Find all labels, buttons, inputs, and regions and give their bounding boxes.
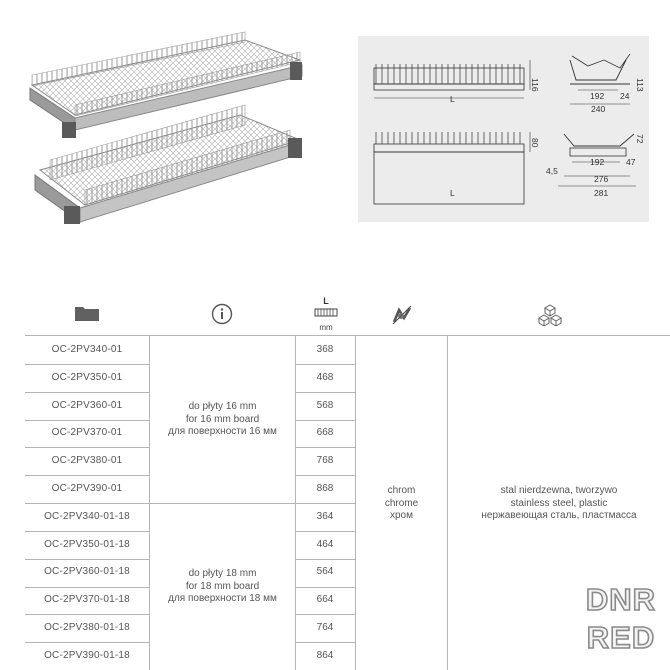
product-code: OC-2PV380-01-18	[44, 622, 130, 633]
length-value: 664	[316, 594, 334, 605]
length-letter: L	[323, 296, 329, 306]
technical-drawing	[358, 36, 649, 222]
product-code: OC-2PV370-01-18	[44, 594, 130, 605]
dim-bottom-side-inner: 192	[590, 157, 605, 167]
dim-top-height: 116	[530, 78, 540, 92]
dim-top-side-outer: 240	[591, 104, 606, 114]
folder-icon	[74, 304, 100, 327]
material-description	[448, 485, 670, 523]
dim-bottom-side-depth: 47	[626, 157, 636, 167]
material-line: stainless steel, plastic	[510, 497, 608, 509]
upper-rack	[30, 32, 302, 138]
length-value: 464	[316, 539, 334, 550]
desc-line: do płyty 16 mm	[188, 401, 257, 412]
group-divider	[150, 503, 295, 504]
desc-line: do płyty 18 mm	[188, 568, 257, 579]
product-code: OC-2PV390-01	[51, 483, 123, 494]
finish-line: chrome	[384, 497, 419, 509]
length-value: 764	[316, 622, 334, 633]
dim-bottom-height: 80	[530, 138, 540, 148]
length-value: 564	[316, 566, 334, 577]
watermark-line-1: DNR	[585, 582, 657, 617]
length-value: 668	[316, 427, 334, 438]
finish-description	[356, 485, 447, 523]
product-code: OC-2PV340-01-18	[44, 511, 130, 522]
dim-bottom-length: L	[450, 188, 455, 198]
desc-line: для поверхности 18 мм	[168, 593, 277, 604]
length-value: 568	[316, 400, 334, 411]
dish-rack-illustration	[20, 30, 310, 230]
material-cubes-icon	[538, 304, 562, 331]
dim-bottom-side-height: 72	[635, 134, 645, 144]
length-value: 868	[316, 483, 334, 494]
length-value: 468	[316, 372, 334, 383]
length-header	[313, 297, 339, 332]
length-value: 368	[316, 344, 334, 355]
dim-top-length: L	[450, 94, 455, 104]
product-code: OC-2PV360-01	[51, 400, 123, 411]
material-line: нержавеющая сталь, пластмасса	[481, 510, 637, 521]
finish-color-icon	[391, 304, 413, 331]
product-code: OC-2PV350-01	[51, 372, 123, 383]
bottom-side-view	[546, 134, 645, 198]
product-code: OC-2PV380-01	[51, 455, 123, 466]
product-code: OC-2PV390-01-18	[44, 650, 130, 661]
info-icon	[211, 303, 233, 330]
length-value: 768	[316, 455, 334, 466]
dim-top-side-height: 113	[635, 78, 645, 92]
product-code: OC-2PV340-01	[51, 344, 123, 355]
column-divider	[295, 336, 296, 670]
product-code: OC-2PV370-01	[51, 427, 123, 438]
watermark-logo	[580, 582, 662, 664]
length-value: 864	[316, 650, 334, 661]
top-side-view	[570, 54, 645, 114]
dim-bottom-side-mid: 276	[594, 174, 609, 184]
board-16mm-description	[150, 401, 295, 439]
board-18mm-description	[150, 568, 295, 606]
rack-icon	[313, 307, 339, 319]
finish-line: chrom	[387, 485, 416, 496]
desc-line: для поверхности 16 мм	[168, 426, 277, 437]
product-photo	[20, 30, 310, 230]
product-code: OC-2PV350-01-18	[44, 539, 130, 550]
dim-bottom-side-outer: 281	[594, 188, 609, 198]
finish-line: хром	[390, 510, 413, 521]
desc-line: for 16 mm board	[185, 413, 260, 425]
bottom-front-view	[374, 132, 540, 204]
material-line: stal nierdzewna, tworzywo	[500, 485, 618, 496]
dim-top-side-inner: 192	[590, 91, 605, 101]
dimension-drawings	[358, 36, 649, 222]
dim-bottom-side-offset: 4,5	[546, 166, 558, 176]
length-unit: mm	[319, 323, 333, 332]
length-value: 364	[316, 511, 334, 522]
desc-line: for 18 mm board	[185, 580, 260, 592]
watermark-line-2: RED	[586, 620, 656, 655]
top-front-view	[374, 60, 540, 104]
dim-top-side-depth: 24	[620, 91, 630, 101]
product-code: OC-2PV360-01-18	[44, 566, 130, 577]
